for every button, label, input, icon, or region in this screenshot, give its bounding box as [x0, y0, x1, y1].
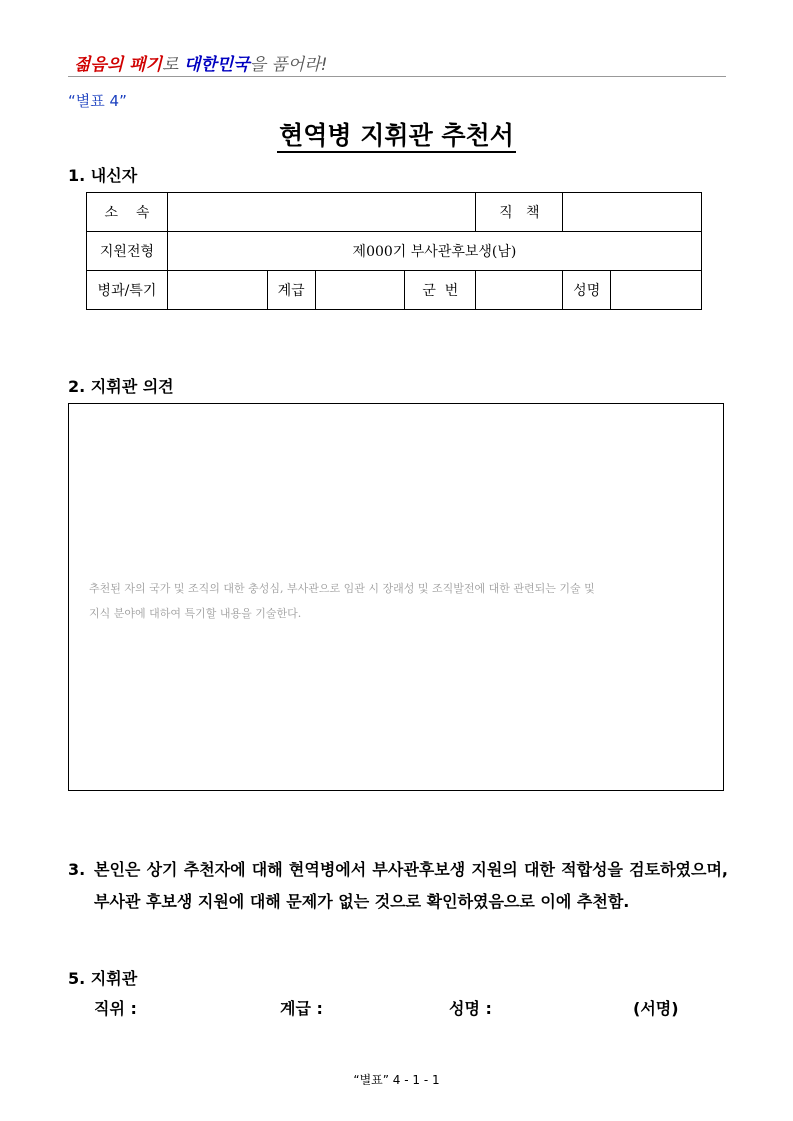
- commander-position-label: 직위 :: [94, 999, 137, 1018]
- signature-label: (서명): [633, 999, 679, 1018]
- table-row: [87, 232, 702, 271]
- opinion-placeholder: 추천된 자의 국가 및 조직의 대한 충성심, 부사관으로 임관 시 장래성 및 조직발전에 대한 관련되는 기술 및 지식 분야에 대하여 특기할 내용을 기술한다.: [89, 582, 595, 620]
- motto-text: [74, 50, 327, 75]
- affiliation-field[interactable]: [167, 193, 475, 232]
- affiliation-label: 소 속: [87, 193, 168, 232]
- name-label: 성명: [563, 271, 611, 310]
- position-field[interactable]: [563, 193, 702, 232]
- annex-label: “별표 4”: [68, 92, 127, 110]
- name-field[interactable]: [611, 271, 702, 310]
- position-label: 직 책: [476, 193, 563, 232]
- section-5-heading: 5. 지휘관: [68, 969, 138, 988]
- branch-field[interactable]: [167, 271, 267, 310]
- rank-field[interactable]: [315, 271, 405, 310]
- document-title: 현역병 지휘관 추천서: [277, 121, 516, 153]
- commander-opinion-box[interactable]: [68, 403, 724, 791]
- applicant-info-table: [86, 192, 702, 310]
- statement-text: 본인은 상기 추천자에 대해 현역병에서 부사관후보생 지원의 대한 적합성을 검토하였으며, 부사관 후보생 지원에 대해 문제가 없는 것으로 확인하였음으로 이에 추천함.: [94, 860, 728, 911]
- document-title-wrapper: [0, 116, 793, 152]
- table-row: [87, 271, 702, 310]
- motto-part-4: 을 품어라!: [249, 55, 328, 75]
- recommendation-statement: [68, 854, 728, 918]
- application-type-label: 지원전형: [87, 232, 168, 271]
- section-1-heading: 1. 내신자: [68, 166, 138, 185]
- service-number-field[interactable]: [476, 271, 563, 310]
- branch-label: 병과/특기: [87, 271, 168, 310]
- table-row: [87, 193, 702, 232]
- commander-rank-label: 계급 :: [280, 999, 323, 1018]
- motto-part-3: 대한민국: [183, 55, 250, 75]
- section-2-heading: 2. 지휘관 의견: [68, 377, 174, 396]
- service-number-label: 군 번: [405, 271, 476, 310]
- application-type-value[interactable]: 제000기 부사관후보생(남): [167, 232, 701, 271]
- rank-label: 계급: [267, 271, 315, 310]
- statement-number: 3.: [68, 860, 86, 879]
- commander-name-label: 성명 :: [449, 999, 492, 1018]
- motto-part-1: 젊음의 패기: [74, 55, 163, 75]
- page-footer: “별표” 4 - 1 - 1: [353, 1073, 440, 1087]
- header-bar: [68, 48, 726, 77]
- motto-part-2: 로: [162, 55, 184, 75]
